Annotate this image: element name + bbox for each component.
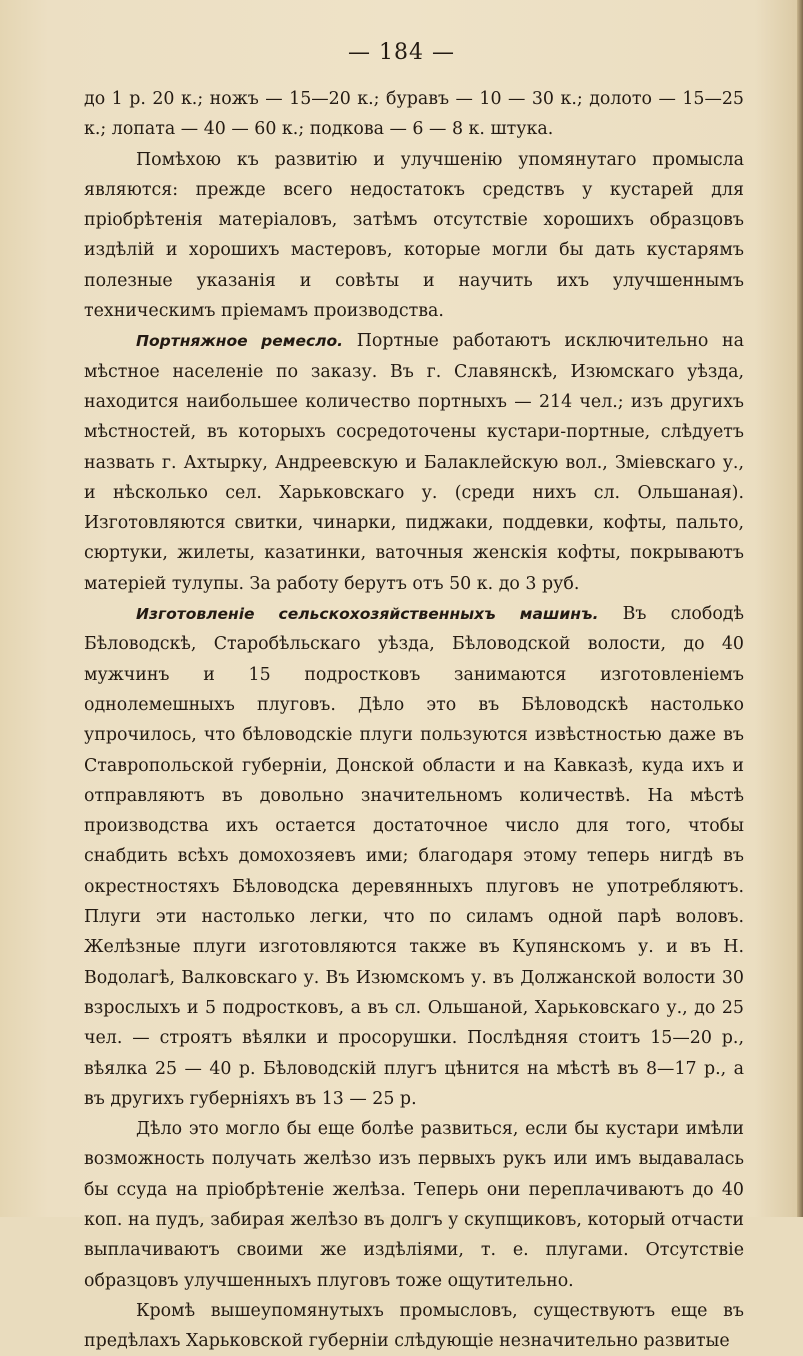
paragraph-obstacles [84, 145, 744, 327]
paragraph-other-trades [84, 1296, 744, 1356]
paragraph-agricultural-machines [84, 599, 744, 1114]
page-edge-shadow [797, 0, 803, 1217]
page-body [84, 84, 744, 1356]
paragraph-tool-prices [84, 84, 744, 145]
paragraph-text: до 1 р. 20 к.; ножъ — 15—20 к.; буравъ — 10 — 30 к.; долото — 15—25 к.; лопата — 40 — 60 к.; подкова — 6 — 8 к. штука. [84, 89, 744, 140]
paragraph-text: Въ слободѣ Бѣловодскѣ, Старобѣльскаго уѣзда, Бѣловодской волости, до 40 мужчинъ и 15 подростковъ занимаются изготовленіемъ однолемешныхъ плуговъ. Дѣло это въ Бѣловодскѣ настолько упрочилось, что бѣловодскіе плуги пользуются извѣстностью даже въ Ставропольской губерніи, Донской области и на Кавказѣ, куда ихъ и отправляютъ въ довольно значительномъ количествѣ. На мѣстѣ производства ихъ остается достаточное число для того, чтобы снабдить всѣхъ домохозяевъ ими; благодаря этому теперь нигдѣ въ окрестностяхъ Бѣловодска деревянныхъ плуговъ не употребляютъ. Плуги эти настолько легки, что по силамъ одной парѣ воловъ. Желѣзные плуги изготовляются также въ Купянскомъ у. и въ Н. Водолагѣ, Валковскаго у. Въ Изюмскомъ у. въ Должанской волости 30 взрослыхъ и 5 подростковъ, а въ сл. Ольшаной, Харьковскаго у., до 25 чел. — строятъ вѣялки и просорушки. Послѣдняя стоитъ 15—20 р., вѣялка 25 — 40 р. Бѣловодскій плугъ цѣнится на мѣстѣ въ 8—17 р., а въ другихъ губерніяхъ въ 13 — 25 р. [84, 604, 744, 1109]
paragraph-text: Портные работаютъ исключительно на мѣстное населеніе по заказу. Въ г. Славянскѣ, Изюмскаго уѣзда, находится наибольшее количество портныхъ — 214 чел.; изъ другихъ мѣстностей, въ которыхъ сосредоточены кустари-портные, слѣдуетъ назвать г. Ахтырку, Андреевскую и Балаклейскую вол., Зміевскаго у., и нѣсколько сел. Харьковскаго у. (среди нихъ сл. Ольшаная). Изготовляются свитки, чинарки, пиджаки, поддевки, кофты, пальто, сюртуки, жилеты, казатинки, ваточныя женскія кофты, покрываютъ матеріей тулупы. За работу берутъ отъ 50 к. до 3 руб. [84, 331, 745, 594]
paragraph-text: Дѣло это могло бы еще болѣе развиться, если бы кустари имѣли возможность получать желѣзо изъ первыхъ рукъ или имъ выдавалась бы ссуда на пріобрѣтеніе желѣза. Теперь они переплачиваютъ до 40 коп. на пудъ, забирая желѣзо въ долгъ у скупщиковъ, который отчасти выплачиваютъ своими же издѣліями, т. е. плугами. Отсутствіе образцовъ улучшенныхъ плуговъ тоже ощутительно. [84, 1119, 744, 1291]
page-number: — 184 — [348, 40, 455, 65]
paragraph-text: Помѣхою къ развитію и улучшенію упомянутаго промысла являются: прежде всего недостатокъ средствъ у кустарей для пріобрѣтенія матеріаловъ, затѣмъ отсутствіе хорошихъ образцовъ издѣлій и хорошихъ мастеровъ, которые могли бы дать кустарямъ полезные указанія и совѣты и научить ихъ улучшеннымъ техническимъ пріемамъ производства. [84, 149, 744, 322]
paragraph-development [84, 1114, 744, 1296]
paragraph-tailoring [84, 326, 744, 599]
section-heading-agricultural-machines: Изготовленіе сельскохозяйственныхъ машинъ. [136, 605, 599, 624]
paragraph-text: Кромѣ вышеупомянутыхъ промысловъ, существуютъ еще въ предѣлахъ Харьковской губерніи слѣдующіе незначительно развитые [84, 1300, 744, 1352]
section-heading-tailoring: Портняжное ремесло. [136, 332, 344, 351]
